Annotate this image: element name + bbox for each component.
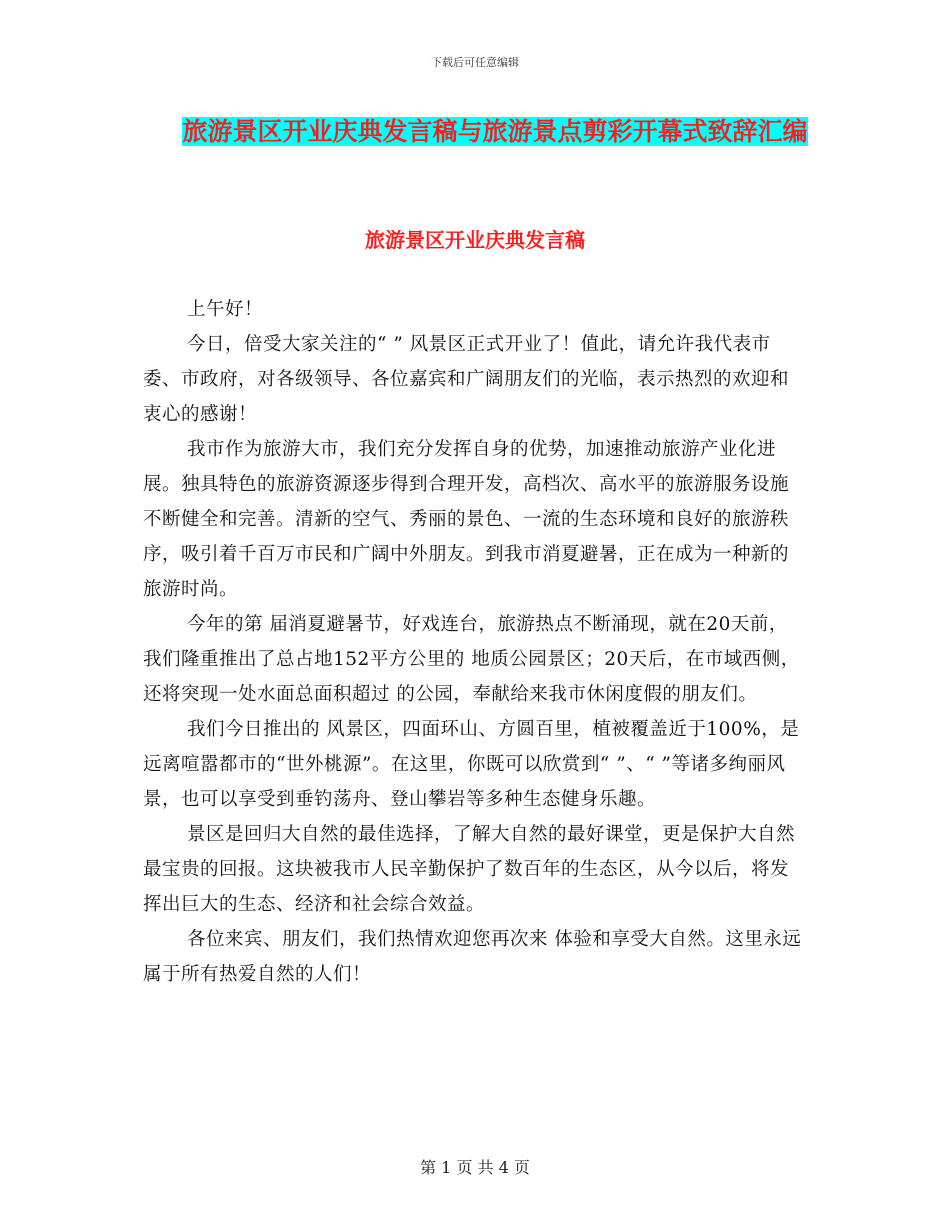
page-number-footer: 第 1 页 共 4 页: [420, 1158, 530, 1177]
document-title-text: 旅游景区开业庆典发言稿与旅游景点剪彩开幕式致辞汇编: [182, 117, 808, 146]
body-paragraph: [143, 607, 803, 712]
paragraph-text: 我们今日推出的 风景区，四面环山、方圆百里，植被覆盖近于100%，是远离喧嚣都市的“世外桃源”。在这里，你既可以欣赏到“ ”、“ ”等诸多绚丽风景，也可以享受到垂钓荡舟、登山攀岩等多种生态健身乐趣。: [143, 719, 800, 810]
document-body: [143, 292, 803, 992]
paragraph-text: 景区是回归大自然的最佳选择，了解大自然的最好课堂，更是保护大自然最宝贵的回报。这块被我市人民辛勤保护了数百年的生态区，从今以后，将发挥出巨大的生态、经济和社会综合效益。: [143, 824, 796, 915]
paragraph-text: 今日，倍受大家关注的“ ” 风景区正式开业了！值此，请允许我代表市委、市政府，对各级领导、各位嘉宾和广阔朋友们的光临，表示热烈的欢迎和衷心的感谢！: [143, 334, 790, 425]
body-paragraph: [143, 432, 803, 607]
greeting-paragraph: [143, 292, 803, 327]
paragraph-text: 我市作为旅游大市，我们充分发挥自身的优势，加速推动旅游产业化进展。独具特色的旅游资源逐步得到合理开发，高档次、高水平的旅游服务设施不断健全和完善。清新的空气、秀丽的景色、一流的生态环境和良好的旅游秩序，吸引着千百万市民和广阔中外朋友。到我市消夏避暑，正在成为一种新的旅游时尚。: [143, 439, 790, 600]
header-note: 下载后可任意编辑: [431, 56, 519, 69]
paragraph-text: 各位来宾、朋友们，我们热情欢迎您再次来 体验和享受大自然。这里永远属于所有热爱自然的人们！: [143, 929, 802, 985]
document-title: [140, 108, 850, 156]
body-paragraph: [143, 922, 803, 992]
body-paragraph: [143, 817, 803, 922]
paragraph-text: 今年的第 届消夏避暑节，好戏连台，旅游热点不断涌现，就在20天前，我们隆重推出了总占地152平方公里的 地质公园景区；20天后，在市域西侧，还将突现一处水面总面积超过 的公园，奉献给来我市休闲度假的朋友们。: [143, 614, 800, 705]
body-paragraph: [143, 327, 803, 432]
body-paragraph: [143, 712, 803, 817]
greeting-text: 上午好！: [187, 299, 264, 320]
section-title: 旅游景区开业庆典发言稿: [365, 228, 585, 252]
